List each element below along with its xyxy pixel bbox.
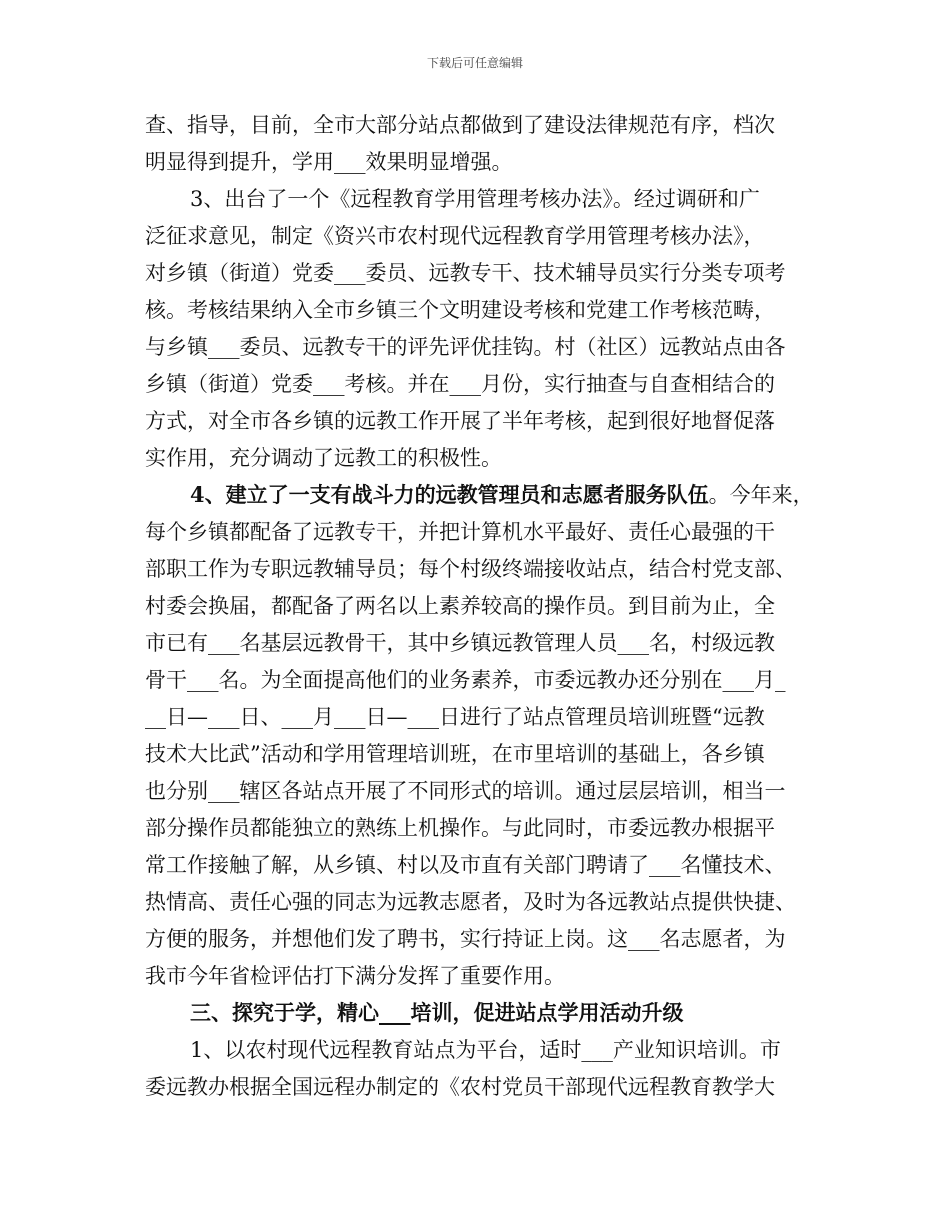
paragraph-line: 核。考核结果纳入全市乡镇三个文明建设考核和党建工作考核范畴， — [145, 298, 775, 322]
paragraph-line: 明显得到提升，学用___效果明显增强。 — [145, 150, 513, 174]
paragraph-line: 泛征求意见，制定《资兴市农村现代远程教育学用管理考核办法》， — [145, 224, 765, 248]
paragraph-line: 常工作接触了解，从乡镇、村以及市直有关部门聘请了___名懂技术、 — [145, 853, 786, 877]
paragraph-line: 每个乡镇都配备了远教专干，并把计算机水平最好、责任心最强的干 — [145, 520, 775, 544]
paragraph-line: 3、出台了一个《远程教育学用管理考核办法》。经过调研和广 — [190, 187, 760, 211]
paragraph-line: 热情高、责任心强的同志为远教志愿者，及时为各远教站点提供快捷、 — [145, 890, 796, 914]
paragraph-line: 方式，对全市各乡镇的远教工作开展了半年考核，起到很好地督促落 — [145, 409, 775, 433]
paragraph-line: 对乡镇（街道）党委___委员、远教专干、技术辅导员实行分类专项考 — [145, 261, 786, 285]
paragraph-line: __日—___日、___月___日—___日进行了站点管理员培训班暨“远教 — [145, 705, 765, 729]
paragraph-line: 查、指导，目前，全市大部分站点都做到了建设法律规范有序，档次 — [145, 113, 775, 137]
paragraph-line: 乡镇（街道）党委___考核。并在___月份，实行抽查与自查相结合的 — [145, 372, 775, 396]
paragraph-line: 市已有___名基层远教骨干，其中乡镇远教管理人员___名，村级远教 — [145, 631, 775, 655]
paragraph-line: 与乡镇___委员、远教专干的评先评优挂钩。村（社区）远教站点由各 — [145, 335, 786, 359]
page-header: 下载后可任意编辑 — [426, 56, 523, 70]
paragraph-line: 1、以农村现代远程教育站点为平台，适时___产业知识培训。市 — [190, 1038, 781, 1062]
paragraph-line: 也分别___辖区各站点开展了不同形式的培训。通过层层培训，相当一 — [145, 779, 786, 803]
section-heading-3: 三、探究于学，精心___培训，促进站点学用活动升级 — [190, 1000, 684, 1025]
paragraph-line-rest: 。今年来， — [708, 483, 814, 507]
paragraph-line: 委远教办根据全国远程办制定的《农村党员干部现代远程教育教学大 — [145, 1075, 775, 1099]
section-heading-4: 4、建立了一支有战斗力的远教管理员和志愿者服务队伍 — [190, 482, 709, 507]
paragraph-line: 村委会换届，都配备了两名以上素养较高的操作员。到目前为止，全 — [145, 594, 775, 618]
paragraph-line: 实作用，充分调动了远教工的积极性。 — [145, 446, 502, 470]
paragraph-line: 我市今年省检评估打下满分发挥了重要作用。 — [145, 964, 565, 988]
paragraph-line: 部职工作为专职远教辅导员；每个村级终端接收站点，结合村党支部、 — [145, 557, 796, 581]
paragraph-line-heading — [190, 483, 814, 507]
paragraph-line: 骨干___名。为全面提高他们的业务素养，市委远教办还分别在___月_ — [145, 668, 786, 692]
paragraph-line: 方便的服务，并想他们发了聘书，实行持证上岗。这___名志愿者，为 — [145, 927, 786, 951]
paragraph-line: 部分操作员都能独立的熟练上机操作。与此同时，市委远教办根据平 — [145, 816, 775, 840]
paragraph-line: 技术大比武”活动和学用管理培训班，在市里培训的基础上，各乡镇 — [145, 742, 765, 766]
